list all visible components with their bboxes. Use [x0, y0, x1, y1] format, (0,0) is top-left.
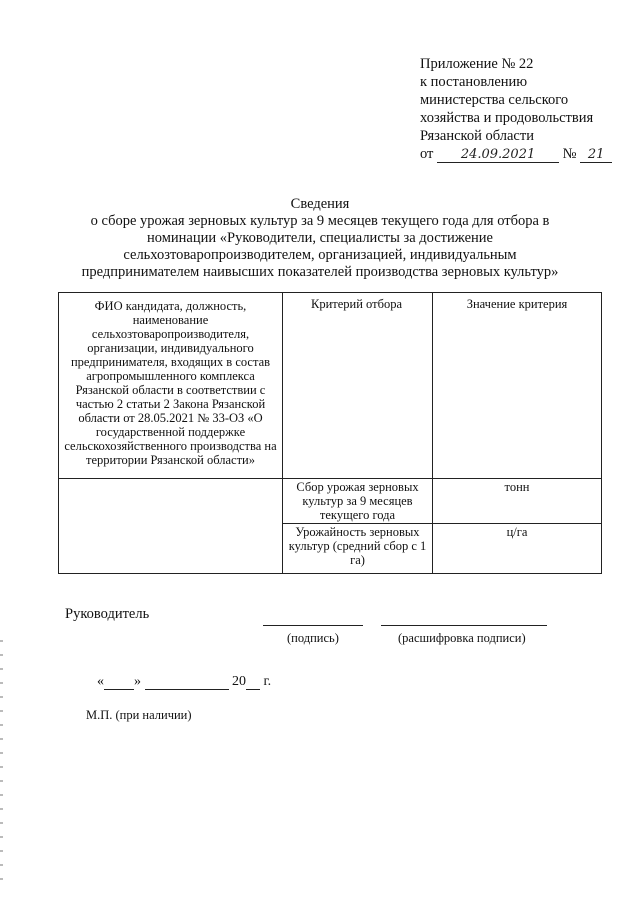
day-blank[interactable] — [104, 674, 134, 690]
handwritten-number: 21 — [580, 147, 612, 163]
appendix-date-number — [420, 145, 630, 163]
signature-caption: (подпись) — [287, 631, 339, 645]
header-criterion: Критерий отбора — [283, 293, 433, 479]
header-value: Значение критерия — [433, 293, 602, 479]
signature-line[interactable] — [263, 625, 363, 626]
decode-line[interactable] — [381, 625, 547, 626]
appendix-line: хозяйства и продовольствия — [420, 110, 594, 126]
heading-line: номинации «Руководители, специалисты за достижение — [146, 230, 493, 246]
year-blank[interactable] — [246, 674, 260, 690]
year-prefix: 20 — [232, 674, 246, 689]
table-row — [59, 479, 602, 524]
criterion-cell: Сбор урожая зерновых культур за 9 месяцев текущего года — [283, 479, 433, 524]
handwritten-date: 24.09.2021 — [437, 147, 559, 163]
heading-line: о сборе урожая зерновых культур за 9 месяцев текущего года для отбора в — [90, 213, 550, 229]
criterion-cell: Урожайность зерновых культур (средний сбор с 1 га) — [283, 524, 433, 574]
appendix-line: к постановлению — [420, 74, 528, 90]
date-close-quote: » — [134, 674, 141, 689]
year-suffix: г. — [263, 674, 272, 689]
month-blank[interactable] — [145, 674, 229, 690]
candidate-cell[interactable] — [59, 479, 283, 574]
stamp-label: М.П. (при наличии) — [86, 708, 192, 722]
number-sign: № — [562, 146, 577, 162]
from-label: от — [420, 146, 434, 162]
date-line — [97, 674, 271, 690]
decode-caption: (расшифровка подписи) — [398, 631, 526, 645]
margin-dots — [0, 640, 3, 880]
date-open-quote: « — [97, 674, 104, 689]
appendix-line: Рязанской области — [420, 128, 534, 144]
heading-title: Сведения — [290, 196, 350, 212]
header-candidate: ФИО кандидата, должность, наименование сельхозтоваропроизводителя, организации, индивидуального предпринимателя, входящих в состав агропромышленного комплекса Рязанской области в соответствии с частью 2 статьи 2 Закона Рязанской области от 28.05.2021 № 33-ОЗ «О государственной поддержке сельскохозяйственного производства на территории Рязанской области» — [59, 293, 283, 479]
heading-line: сельхозтоваропроизводителем, организацией, индивидуальным — [123, 247, 517, 263]
unit-cell: тонн — [433, 479, 602, 524]
document-heading — [40, 196, 600, 281]
appendix-line: министерства сельского — [420, 92, 569, 108]
appendix-block — [420, 55, 630, 163]
appendix-line: Приложение № 22 — [420, 56, 534, 72]
criteria-table — [58, 292, 602, 574]
heading-line: предпринимателем наивысших показателей производства зерновых культур» — [81, 264, 559, 280]
head-label: Руководитель — [65, 606, 150, 622]
table-header-row — [59, 293, 602, 479]
unit-cell: ц/га — [433, 524, 602, 574]
